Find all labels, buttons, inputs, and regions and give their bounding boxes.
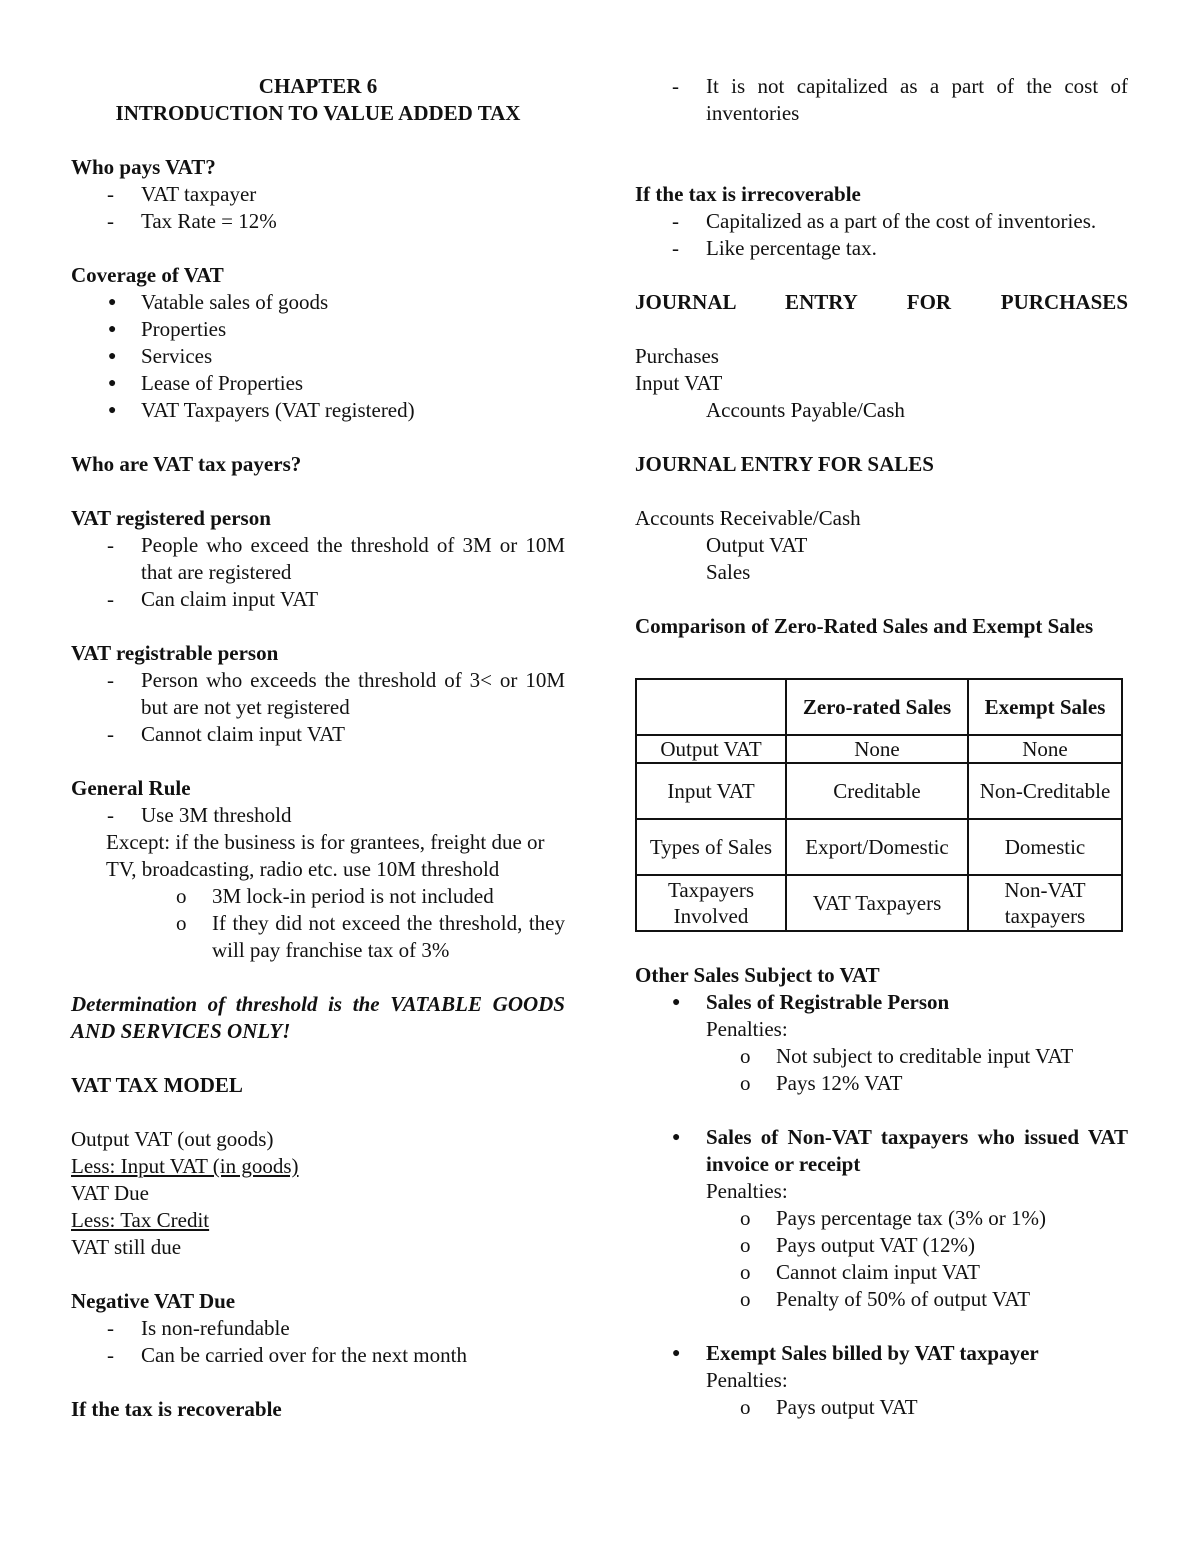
table-header-cell: Zero-rated Sales xyxy=(786,679,968,735)
list-item: ● Vatable sales of goods xyxy=(108,290,329,314)
table-cell: VAT Taxpayers xyxy=(786,875,968,931)
bullet-icon: ● xyxy=(108,349,117,364)
table-cell: Output VAT xyxy=(636,735,786,763)
circle-bullet-icon: o xyxy=(740,1206,751,1230)
dash-marker: - xyxy=(107,1316,114,1340)
list-item: - Capitalized as a part of the cost of inventories. xyxy=(672,209,1097,233)
list-item: - Is non-refundable xyxy=(107,1316,290,1340)
circle-bullet-icon: o xyxy=(740,1287,751,1311)
list-item: o Pays output VAT xyxy=(740,1395,918,1419)
table-header-row xyxy=(636,679,1122,735)
table-cell: Non-VAT taxpayers xyxy=(968,875,1122,931)
table-cell: Domestic xyxy=(968,819,1122,875)
dash-marker: - xyxy=(107,533,114,557)
dash-marker: - xyxy=(107,209,114,233)
dash-marker: - xyxy=(107,1343,114,1367)
table-row xyxy=(636,735,1122,763)
general-rule-heading: General Rule xyxy=(71,776,191,800)
list-item: - Can claim input VAT xyxy=(107,587,319,611)
table-cell: Creditable xyxy=(786,763,968,819)
dash-marker: - xyxy=(107,803,114,827)
table-cell: None xyxy=(786,735,968,763)
list-item: - Use 3M threshold xyxy=(107,803,292,827)
list-item: - Cannot claim input VAT xyxy=(107,722,345,746)
bullet-icon: ● xyxy=(108,376,117,391)
list-item: o Penalty of 50% of output VAT xyxy=(740,1287,1031,1311)
who-are-heading: Who are VAT tax payers? xyxy=(71,452,302,476)
bullet-icon: ● xyxy=(672,995,681,1010)
list-item: o Not subject to creditable input VAT xyxy=(740,1044,1074,1068)
je-sales-line: Output VAT xyxy=(706,533,808,557)
determination-note: Determination of threshold is the VATABLE GOODS AND SERVICES ONLY! xyxy=(71,992,565,1043)
circle-bullet-icon: o xyxy=(176,911,187,935)
table-cell: Types of Sales xyxy=(636,819,786,875)
except-text: Except: if the business is for grantees, freight due or TV, broadcasting, radio etc. use 10M threshold xyxy=(106,830,545,881)
irrecoverable-heading: If the tax is irrecoverable xyxy=(635,182,861,206)
table-header-cell: Exempt Sales xyxy=(968,679,1122,735)
tax-model-line: Less: Tax Credit xyxy=(71,1208,210,1232)
dash-marker: - xyxy=(672,74,679,98)
dash-marker: - xyxy=(672,209,679,233)
circle-bullet-icon: o xyxy=(740,1395,751,1419)
recoverable-heading: If the tax is recoverable xyxy=(71,1397,282,1421)
je-sales-line: Sales xyxy=(706,560,751,584)
who-pays-heading: Who pays VAT? xyxy=(71,155,216,179)
list-item: o Pays 12% VAT xyxy=(740,1071,903,1095)
list-item: - Tax Rate = 12% xyxy=(107,209,277,233)
list-item: o If they did not exceed the threshold, they will pay franchise tax of 3% xyxy=(176,911,565,962)
list-item: ● Sales of Registrable Person xyxy=(672,990,950,1014)
chapter-label: CHAPTER 6 xyxy=(258,74,378,98)
left-column xyxy=(71,73,565,1423)
right-column xyxy=(635,73,1128,1421)
list-item: - VAT taxpayer xyxy=(107,182,257,206)
list-item: - People who exceed the threshold of 3M or 10M that are registered xyxy=(107,533,565,584)
je-purchases-line: Purchases xyxy=(635,344,719,368)
dash-marker: - xyxy=(107,668,114,692)
table-cell: Export/Domestic xyxy=(786,819,968,875)
dash-marker: - xyxy=(107,182,114,206)
registered-heading: VAT registered person xyxy=(71,506,271,530)
list-item: - Person who exceeds the threshold of 3< or 10M but are not yet registered xyxy=(107,668,565,719)
table-row xyxy=(636,819,1122,875)
list-item: ● VAT Taxpayers (VAT registered) xyxy=(108,398,415,422)
list-item: ● Sales of Non-VAT taxpayers who issued VAT invoice or receipt xyxy=(672,1125,1128,1176)
page-title: INTRODUCTION TO VALUE ADDED TAX xyxy=(115,101,521,125)
penalties-label: Penalties: xyxy=(706,1368,788,1392)
penalties-label: Penalties: xyxy=(706,1179,788,1203)
je-sales-line: Accounts Receivable/Cash xyxy=(635,506,861,530)
comparison-heading: Comparison of Zero-Rated Sales and Exempt Sales xyxy=(635,614,1094,638)
tax-model-line: Less: Input VAT (in goods) xyxy=(71,1154,299,1178)
comparison-table xyxy=(635,678,1123,932)
list-item: - Can be carried over for the next month xyxy=(107,1343,467,1367)
list-item: - Like percentage tax. xyxy=(672,236,877,260)
bullet-icon: ● xyxy=(108,403,117,418)
list-item: ● Services xyxy=(108,344,213,368)
circle-bullet-icon: o xyxy=(740,1233,751,1257)
circle-bullet-icon: o xyxy=(176,884,187,908)
bullet-icon: ● xyxy=(108,295,117,310)
registrable-heading: VAT registrable person xyxy=(71,641,279,665)
coverage-heading: Coverage of VAT xyxy=(71,263,224,287)
other-sales-heading: Other Sales Subject to VAT xyxy=(635,963,880,987)
list-item: - It is not capitalized as a part of the cost of inventories xyxy=(672,74,1128,125)
list-item: o Cannot claim input VAT xyxy=(740,1260,980,1284)
table-row xyxy=(636,875,1122,931)
bullet-icon: ● xyxy=(108,322,117,337)
je-sales-heading: JOURNAL ENTRY FOR SALES xyxy=(635,452,934,476)
list-item: o Pays output VAT (12%) xyxy=(740,1233,975,1257)
circle-bullet-icon: o xyxy=(740,1260,751,1284)
je-purchases-heading: JOURNAL ENTRY FOR PURCHASES xyxy=(635,290,1128,314)
tax-model-line: Output VAT (out goods) xyxy=(71,1127,274,1151)
table-cell: Input VAT xyxy=(636,763,786,819)
bullet-icon: ● xyxy=(672,1346,681,1361)
dash-marker: - xyxy=(672,236,679,260)
list-item: ● Exempt Sales billed by VAT taxpayer xyxy=(672,1341,1039,1365)
list-item: o Pays percentage tax (3% or 1%) xyxy=(740,1206,1046,1230)
list-item: ● Lease of Properties xyxy=(108,371,304,395)
table-cell: Non-Creditable xyxy=(968,763,1122,819)
dash-marker: - xyxy=(107,587,114,611)
table-cell: Taxpayers Involved xyxy=(636,875,786,931)
je-purchases-line: Input VAT xyxy=(635,371,723,395)
tax-model-line: VAT still due xyxy=(71,1235,182,1259)
negative-vat-heading: Negative VAT Due xyxy=(71,1289,236,1313)
penalties-label: Penalties: xyxy=(706,1017,788,1041)
table-row xyxy=(636,763,1122,819)
table-cell: None xyxy=(968,735,1122,763)
list-item: o 3M lock-in period is not included xyxy=(176,884,494,908)
tax-model-heading: VAT TAX MODEL xyxy=(71,1073,243,1097)
list-item: ● Properties xyxy=(108,317,227,341)
tax-model-line: VAT Due xyxy=(71,1181,149,1205)
circle-bullet-icon: o xyxy=(740,1071,751,1095)
dash-marker: - xyxy=(107,722,114,746)
table-header-cell xyxy=(636,679,786,735)
circle-bullet-icon: o xyxy=(740,1044,751,1068)
je-purchases-line: Accounts Payable/Cash xyxy=(706,398,905,422)
bullet-icon: ● xyxy=(672,1130,681,1145)
